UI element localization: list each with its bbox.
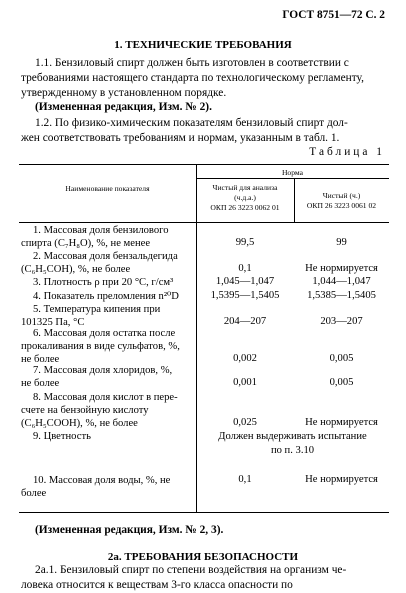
cell-v1: 0,1 — [238, 263, 252, 274]
header-analysis-line: ОКП 26 3223 0062 01 — [210, 203, 280, 212]
row-label-line: не более — [21, 354, 60, 365]
header-indicator: Наименование показателя — [65, 184, 150, 193]
row-label-line: 6. Массовая доля остатка после — [33, 328, 176, 339]
cell-merged — [196, 430, 389, 458]
cell-v2: 0,005 — [329, 377, 354, 388]
table-row-label — [21, 474, 193, 500]
row-label-line: (C₆H₅COOH), %, не более — [21, 418, 138, 429]
merged-line: Должен выдерживать испытание — [218, 431, 367, 442]
table-row-label — [21, 290, 193, 303]
cell-v1: 99,5 — [235, 237, 255, 248]
paragraph-line: 1.2. По физико-химическим показателям бензиловый спирт дол- — [35, 117, 348, 129]
cell-v1: 0,002 — [233, 353, 257, 364]
header-pure — [294, 191, 389, 211]
table-row-label — [21, 276, 196, 289]
page-header-code: ГОСТ 8751—72 С. 2 — [282, 9, 385, 21]
amendment-note: (Измененная редакция, Изм. № 2). — [35, 101, 212, 113]
header-pure-line: Чистый (ч.) — [322, 191, 361, 200]
row-label-line: (C₆H₅COH), %, не более — [21, 264, 131, 275]
cell-v1: 1,045—1,047 — [215, 276, 275, 287]
table-caption: Таблица 1 — [309, 146, 385, 158]
table-row-label — [21, 303, 193, 329]
paragraph-line: 1.1. Бензиловый спирт должен быть изготовлен в соответствии с — [35, 57, 349, 69]
paragraph-line: жен соответствовать требованиям и нормам, указанным в табл. 1. — [21, 132, 340, 144]
paragraph-1-1 — [21, 56, 385, 101]
row-label-line: спирта (C₇H₈O), %, не менее — [21, 238, 151, 249]
table-row-label — [21, 391, 193, 430]
table-bottom-border — [19, 512, 389, 513]
row-label-line: 5. Температура кипения при — [33, 304, 161, 315]
row-label-line: 2. Массовая доля бензальдегида — [33, 251, 178, 262]
table-row-label — [21, 364, 193, 390]
paragraph-1-2 — [21, 116, 385, 146]
cell-v1: 0,025 — [233, 417, 257, 428]
paragraph-line: утвержденному в установленном порядке. — [21, 87, 227, 99]
cell-v2: Не нормируется — [305, 417, 378, 428]
header-analysis-line: Чистый для анализа — [212, 183, 278, 192]
cell-v1: 0,1 — [238, 474, 252, 485]
row-label-line: счете на бензойную кислоту — [21, 405, 149, 416]
cell-v2: 1,044—1,047 — [312, 276, 371, 287]
paragraph-line: 2а.1. Бензиловый спирт по степени воздействия на организм че- — [35, 564, 347, 576]
cell-v1: 204—207 — [223, 316, 267, 327]
paragraph-2a-1 — [21, 563, 385, 593]
cell-v2: 203—207 — [320, 316, 363, 327]
header-analysis-line: (ч.д.а.) — [234, 193, 256, 202]
row-label-line: 10. Массовая доля воды, %, не — [33, 475, 171, 486]
row-label-line: не более — [21, 378, 60, 389]
row-label-line: 101325 Па, °С — [21, 317, 85, 328]
table-row-label — [21, 430, 193, 443]
cell-v2: Не нормируется — [305, 474, 378, 485]
amendment-note: (Измененная редакция, Изм. № 2, 3). — [35, 524, 224, 536]
cell-v2: Не нормируется — [305, 263, 378, 274]
table-row-label — [21, 327, 193, 366]
table-norm-divider — [196, 178, 389, 179]
row-label-line: 1. Массовая доля бензилового — [33, 225, 169, 236]
paragraph-line: ловека относится к веществам 3-го класса опасности по — [21, 579, 293, 591]
paragraph-line: требованиями настоящего стандарта по технологическому регламенту, — [21, 72, 364, 84]
cell-v2: 0,005 — [329, 353, 354, 364]
cell-v1: 1,5395—1,5405 — [210, 290, 280, 301]
cell-v2: 99 — [336, 237, 347, 248]
section-title: 1. ТЕХНИЧЕСКИЕ ТРЕБОВАНИЯ — [114, 39, 292, 51]
table-row-label — [21, 250, 193, 276]
table-row-label — [21, 224, 193, 250]
row-label-line: 7. Массовая доля хлоридов, %, — [33, 365, 173, 376]
header-analysis — [196, 183, 294, 213]
row-label-line: 4. Показатель преломления n²⁰D — [33, 291, 179, 302]
cell-v2: 1,5385—1,5405 — [307, 290, 376, 301]
row-label-line: прокаливания в виде сульфатов, %, — [21, 341, 180, 352]
row-label-line: более — [21, 488, 47, 499]
row-label-line: 3. Плотность ρ при 20 °С, г/см³ — [33, 277, 174, 288]
header-pure-line: ОКП 26 3223 0061 02 — [306, 201, 377, 210]
table-vertical-line — [196, 164, 197, 512]
section-title: 2а. ТРЕБОВАНИЯ БЕЗОПАСНОСТИ — [107, 551, 299, 563]
header-norm: Норма — [281, 168, 304, 177]
table-top-border — [19, 164, 389, 165]
cell-v1: 0,001 — [233, 377, 257, 388]
merged-line: по п. 3.10 — [270, 445, 315, 456]
row-label-line: 8. Массовая доля кислот в пере- — [33, 392, 178, 403]
table-header-border — [19, 222, 389, 223]
row-label-line: 9. Цветность — [33, 431, 91, 442]
